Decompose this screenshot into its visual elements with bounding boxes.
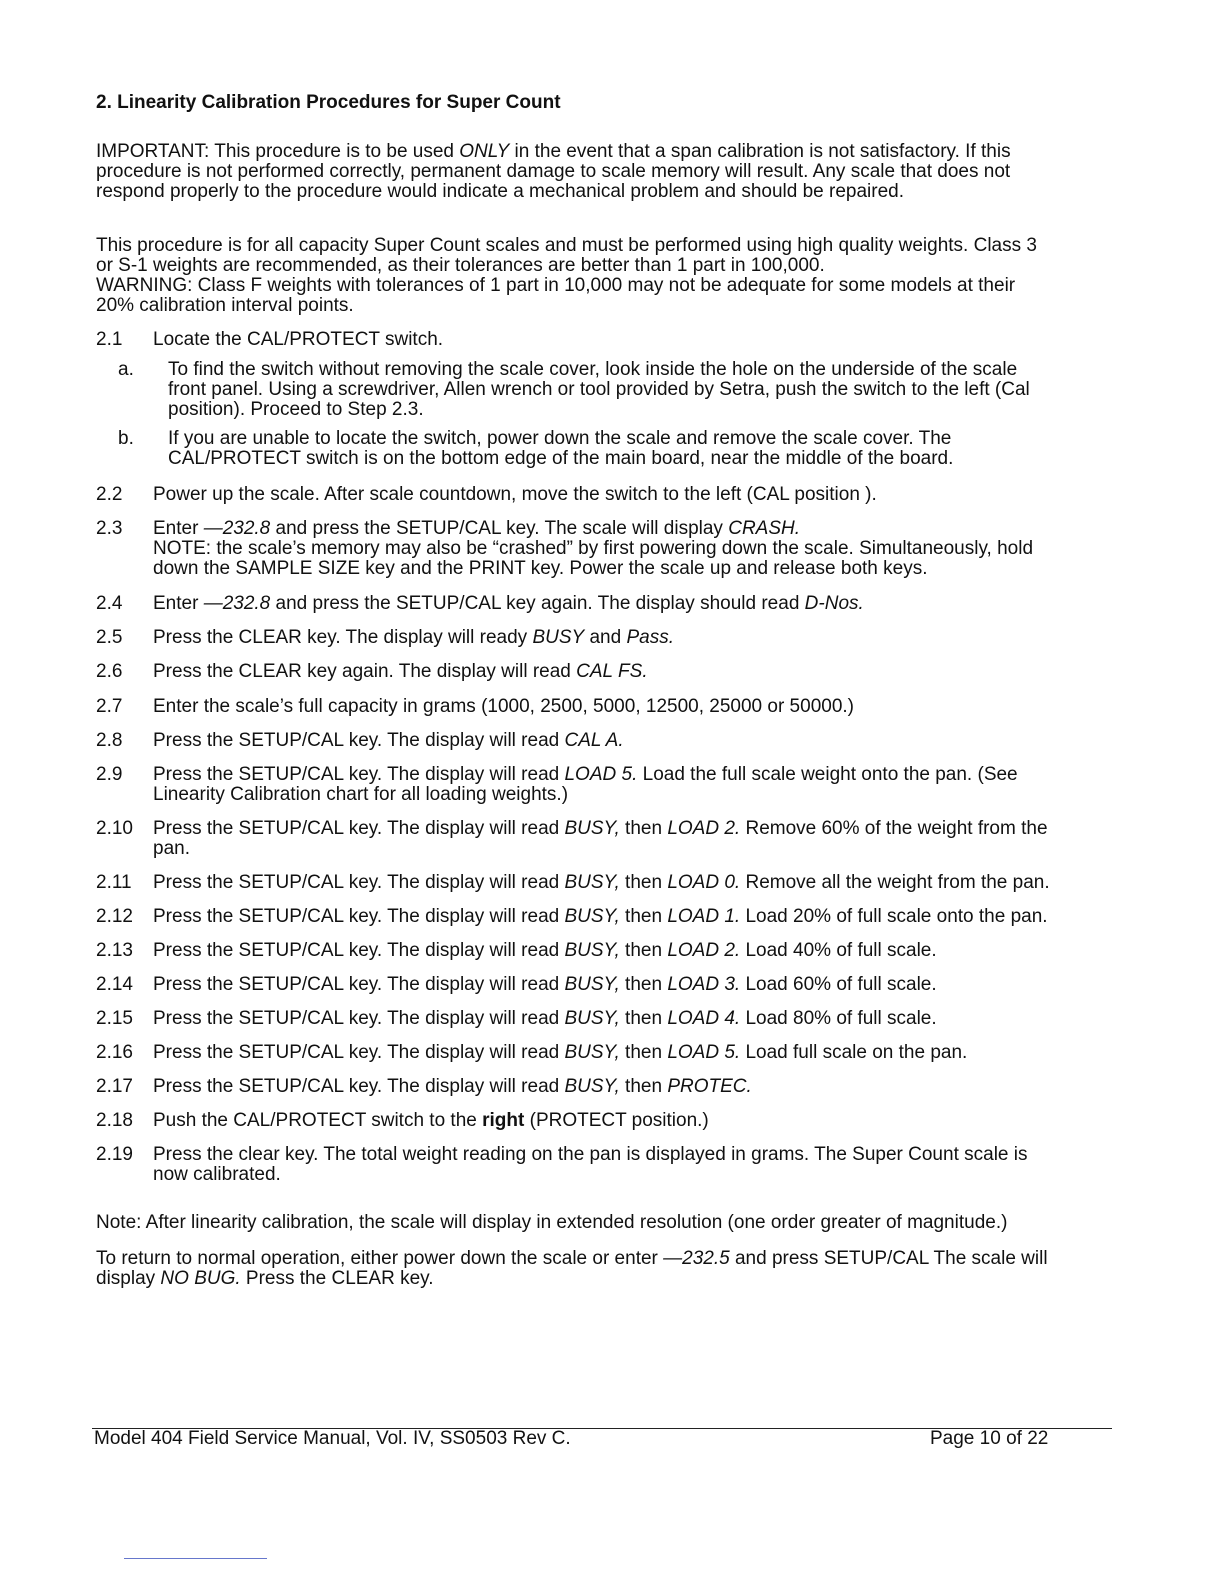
step-number: 2.13 bbox=[96, 940, 133, 961]
step-text: If you are unable to locate the switch, power down the scale and remove the scale cover. The CAL/PROTECT switch is on the bottom edge of the main board, near the middle of the board. bbox=[168, 428, 954, 469]
step-number: 2.15 bbox=[96, 1008, 133, 1029]
linearity-note: Note: After linearity calibration, the scale will display in extended resolution (one order greater of magnitude.) bbox=[96, 1212, 1008, 1233]
step-letter: a. bbox=[118, 359, 134, 380]
step-text: Press the SETUP/CAL key. The display will read BUSY, then LOAD 0. Remove all the weight from the pan. bbox=[153, 872, 1050, 893]
step-text: Press the SETUP/CAL key. The display will read BUSY, then LOAD 2. Load 40% of full scale. bbox=[153, 940, 937, 961]
step-text: Press the CLEAR key. The display will ready BUSY and Pass. bbox=[153, 627, 674, 648]
step-number: 2.6 bbox=[96, 661, 123, 682]
step-text: Press the SETUP/CAL key. The display will read BUSY, then LOAD 5. Load full scale on the pan. bbox=[153, 1042, 968, 1063]
step-number: 2.17 bbox=[96, 1076, 133, 1097]
step-number: 2.16 bbox=[96, 1042, 133, 1063]
step-text: Enter —232.8 and press the SETUP/CAL key again. The display should read D-Nos. bbox=[153, 593, 864, 614]
step-number: 2.19 bbox=[96, 1144, 133, 1165]
step-text: Press the SETUP/CAL key. The display will read BUSY, then LOAD 3. Load 60% of full scale. bbox=[153, 974, 937, 995]
step-number: 2.11 bbox=[96, 872, 132, 893]
section-heading: 2. Linearity Calibration Procedures for Super Count bbox=[96, 92, 561, 113]
step-number: 2.1 bbox=[96, 329, 123, 350]
step-text: Press the SETUP/CAL key. The display will read LOAD 5. Load the full scale weight onto the pan. (See Linearity Calibration chart for all loading weights.) bbox=[153, 764, 1018, 805]
step-number: 2.5 bbox=[96, 627, 123, 648]
step-number: 2.4 bbox=[96, 593, 123, 614]
step-text: Enter —232.8 and press the SETUP/CAL key. The scale will display CRASH. NOTE: the scale’s memory may also be “crashed” by first powering down the scale. Simultaneously, hold down the SAMPLE SIZE key and the PRINT key. Power the scale up and release both keys. bbox=[153, 518, 1034, 579]
step-text: Power up the scale. After scale countdown, move the switch to the left (CAL position ). bbox=[153, 484, 877, 505]
step-text: Push the CAL/PROTECT switch to the right (PROTECT position.) bbox=[153, 1110, 709, 1131]
step-text: Press the SETUP/CAL key. The display will read CAL A. bbox=[153, 730, 624, 751]
important-paragraph: IMPORTANT: This procedure is to be used ONLY in the event that a span calibration is not satisfactory. If this procedure is not performed correctly, permanent damage to scale memory will result. Any scale that does not respond properly to the procedure would indicate a mechanical problem and should be repaired. bbox=[96, 141, 1011, 202]
step-text: Locate the CAL/PROTECT switch. bbox=[153, 329, 444, 350]
step-number: 2.12 bbox=[96, 906, 133, 927]
step-text: Press the SETUP/CAL key. The display will read BUSY, then LOAD 4. Load 80% of full scale. bbox=[153, 1008, 937, 1029]
step-text: Press the CLEAR key again. The display will read CAL FS. bbox=[153, 661, 648, 682]
step-text: Press the SETUP/CAL key. The display will read BUSY, then PROTEC. bbox=[153, 1076, 752, 1097]
step-letter: b. bbox=[118, 428, 134, 449]
step-text: Press the clear key. The total weight reading on the pan is displayed in grams. The Super Count scale is now calibrated. bbox=[153, 1144, 1028, 1185]
step-number: 2.7 bbox=[96, 696, 123, 717]
step-number: 2.10 bbox=[96, 818, 133, 839]
footer-page-number: Page 10 of 22 bbox=[930, 1428, 1049, 1449]
step-text: Press the SETUP/CAL key. The display will read BUSY, then LOAD 1. Load 20% of full scale onto the pan. bbox=[153, 906, 1048, 927]
step-number: 2.8 bbox=[96, 730, 123, 751]
footer-manual-title: Model 404 Field Service Manual, Vol. IV, SS0503 Rev C. bbox=[94, 1428, 571, 1449]
step-number: 2.9 bbox=[96, 764, 123, 785]
step-number: 2.18 bbox=[96, 1110, 133, 1131]
return-note: To return to normal operation, either power down the scale or enter —232.5 and press SETUP/CAL The scale will display NO BUG. Press the CLEAR key. bbox=[96, 1248, 1048, 1289]
scan-artifact-line bbox=[124, 1558, 267, 1559]
step-number: 2.3 bbox=[96, 518, 123, 539]
step-text: Enter the scale’s full capacity in grams (1000, 2500, 5000, 12500, 25000 or 50000.) bbox=[153, 696, 854, 717]
step-text: To find the switch without removing the scale cover, look inside the hole on the underside of the scale front panel. Using a screwdriver, Allen wrench or tool provided by Setra, push the switch to the left (Cal position). Proceed to Step 2.3. bbox=[168, 359, 1030, 420]
step-text: Press the SETUP/CAL key. The display will read BUSY, then LOAD 2. Remove 60% of the weight from the pan. bbox=[153, 818, 1048, 859]
step-number: 2.14 bbox=[96, 974, 133, 995]
step-number: 2.2 bbox=[96, 484, 123, 505]
intro-paragraph: This procedure is for all capacity Super Count scales and must be performed using high quality weights. Class 3 or S-1 weights are recommended, as their tolerances are better than 1 part in 100,000. WARNING: Class F weights with tolerances of 1 part in 10,000 may not be adequate for some models at their 20% calibration interval points. bbox=[96, 235, 1037, 316]
